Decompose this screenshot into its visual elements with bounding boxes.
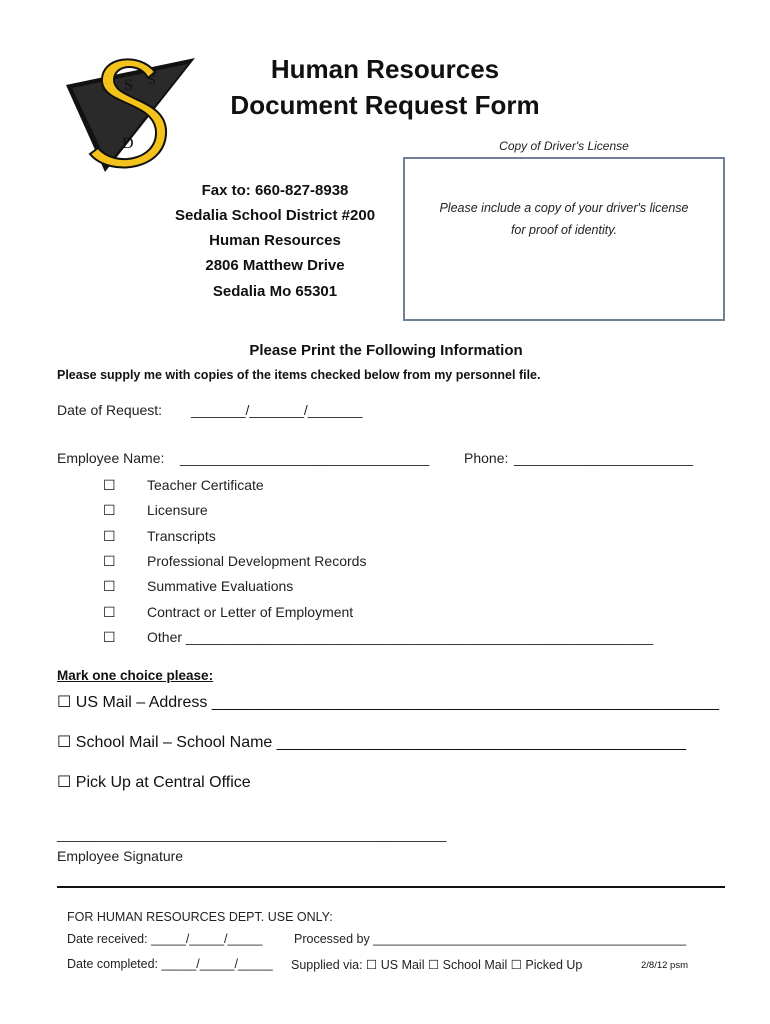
license-box-caption: Copy of Driver's License [499, 139, 629, 153]
date-of-request-label: Date of Request: [57, 402, 163, 418]
checkbox-other[interactable]: ☐ [103, 629, 116, 645]
date-received-field[interactable]: Date received: _____/_____/_____ [67, 932, 263, 946]
employee-name-field[interactable]: ________________________________ [180, 450, 430, 466]
item-summative-evaluations: Summative Evaluations [147, 578, 294, 594]
item-professional-development: Professional Development Records [147, 553, 367, 569]
supplied-via-options[interactable]: Supplied via: ☐ US Mail ☐ School Mail ☐ Picked Up [291, 958, 583, 972]
checkbox-professional-development[interactable]: ☐ [103, 553, 116, 569]
signature-line[interactable]: __________________________________________________ [57, 826, 447, 842]
section-heading: Please Print the Following Information [249, 342, 523, 359]
checkbox-teacher-certificate[interactable]: ☐ [103, 477, 116, 493]
item-teacher-certificate: Teacher Certificate [147, 477, 264, 493]
date-of-request-field[interactable]: _______/_______/_______ [191, 402, 363, 418]
form-title-line2: Document Request Form [230, 90, 540, 120]
phone-label: Phone: [464, 450, 509, 466]
fax-number: Fax to: 660-827-8938 [201, 182, 349, 199]
phone-field[interactable]: _______________________ [514, 450, 694, 466]
logo-letter-d: D [122, 135, 134, 152]
item-other[interactable]: Other ____________________________________________________________ [147, 629, 654, 645]
logo-letter-s: S [124, 77, 133, 94]
department-name: Human Resources [209, 232, 341, 249]
signature-label: Employee Signature [57, 848, 184, 864]
checkbox-summative-evaluations[interactable]: ☐ [103, 578, 116, 594]
footer-heading: FOR HUMAN RESOURCES DEPT. USE ONLY: [67, 910, 333, 924]
option-us-mail[interactable]: ☐ US Mail – Address _________________________________________________________ [57, 694, 720, 711]
logo-letter-s2: S [148, 73, 156, 88]
delivery-heading: Mark one choice please: [57, 668, 214, 683]
processed-by-field[interactable]: Processed by _____________________________________________ [294, 932, 687, 946]
section-instruction: Please supply me with copies of the items checked below from my personnel file. [57, 368, 541, 382]
city-address: Sedalia Mo 65301 [212, 283, 338, 300]
district-name: Sedalia School District #200 [174, 207, 376, 224]
license-box-line1: Please include a copy of your driver's license [439, 201, 689, 215]
form-title-line1: Human Resources [270, 54, 500, 84]
item-transcripts: Transcripts [147, 528, 216, 544]
item-licensure: Licensure [147, 502, 208, 518]
license-box-line2: for proof of identity. [510, 223, 618, 237]
checkbox-contract[interactable]: ☐ [103, 604, 116, 620]
item-contract: Contract or Letter of Employment [147, 604, 354, 620]
form-revision-code: 2/8/12 psm [641, 960, 688, 971]
checkbox-licensure[interactable]: ☐ [103, 502, 116, 518]
employee-name-label: Employee Name: [57, 450, 165, 466]
street-address: 2806 Matthew Drive [205, 257, 345, 274]
option-pick-up[interactable]: ☐ Pick Up at Central Office [57, 774, 251, 791]
license-box [403, 157, 725, 321]
checkbox-transcripts[interactable]: ☐ [103, 528, 116, 544]
option-school-mail[interactable]: ☐ School Mail – School Name ______________________________________________ [57, 734, 687, 751]
date-completed-field[interactable]: Date completed: _____/_____/_____ [67, 957, 273, 971]
divider [57, 886, 725, 888]
